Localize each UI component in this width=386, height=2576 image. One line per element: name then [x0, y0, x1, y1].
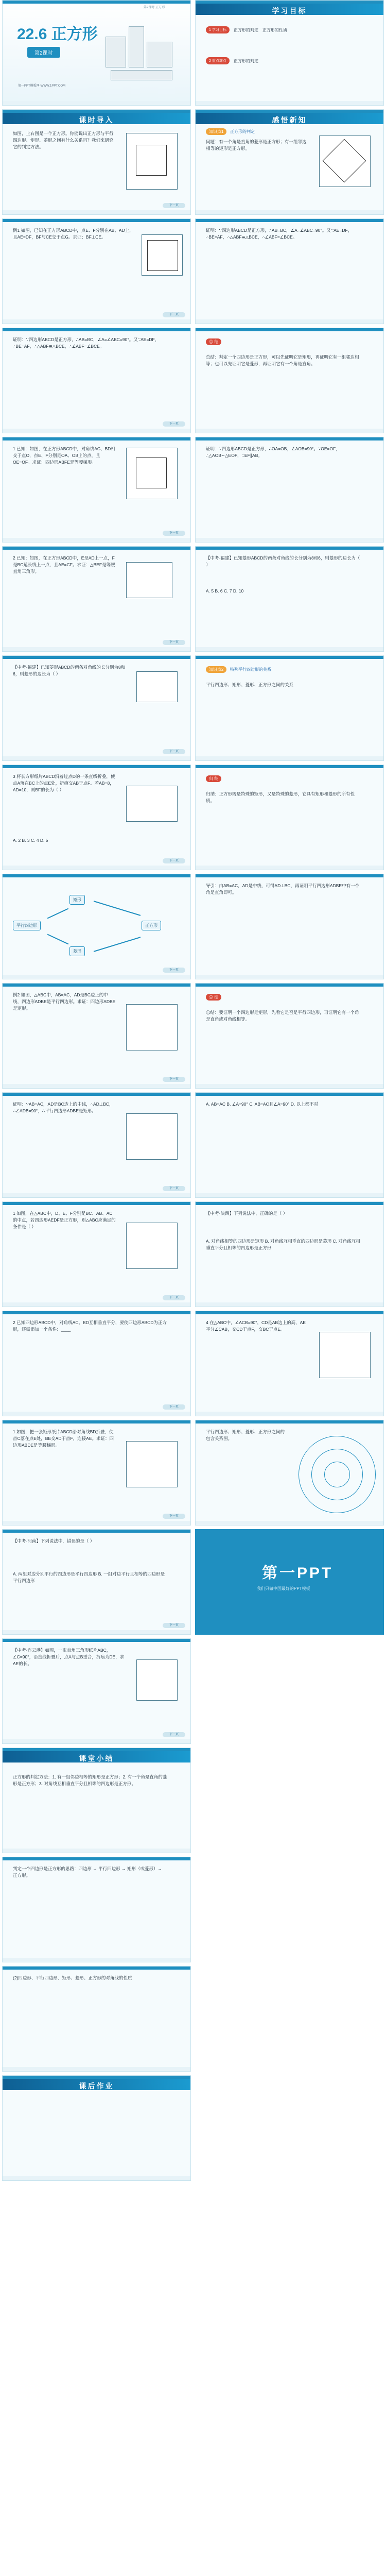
- next-button[interactable]: 下一页: [163, 312, 185, 317]
- next-button[interactable]: 下一页: [163, 1295, 185, 1300]
- slide-practice-4: [2, 1201, 191, 1307]
- section-title: 课后作业: [79, 2082, 114, 2090]
- slide-text: 【中考·陕西】下列说法中，正确的是（ ）: [206, 1211, 288, 1216]
- slide-text: 证明：∵AB=AC，AD是BC边上的中线，∴AD⊥BC，∴∠ADB=90°，∴平行四边形ADBE是矩形。: [13, 1101, 114, 1114]
- slide-summary-2: [2, 1857, 191, 1962]
- slide-induction: [195, 765, 384, 870]
- slide-options-2: [195, 1092, 384, 1198]
- slide-text: 4 在△ABC中，∠ACB=90°，CD是AB边上的高，AE平分∠CAB，交CD于点F，交BC于点E。: [206, 1320, 306, 1332]
- slide-text: 正方形的判定方法：1. 有一组邻边相等的矩形是正方形；2. 有一个角是直角的菱形是正方形；3. 对角线互相垂直平分且相等的四边形是正方形。: [13, 1774, 167, 1787]
- slide-practice-6: [195, 1311, 384, 1416]
- goal-item: 正方形的判定: [233, 27, 258, 32]
- figure: [126, 786, 178, 822]
- footnote: 第一PPT模板网-WWW.1PPT.COM: [18, 84, 65, 88]
- bottom-bar: [3, 101, 190, 105]
- next-button[interactable]: 下一页: [163, 203, 185, 208]
- slide-text: (2)四边形、平行四边形、矩形、菱形、正方形的对角线的性质: [13, 1975, 132, 1980]
- summary-tag: 总 结: [206, 338, 221, 345]
- slide-text: 2 已知四边形ABCD中，对角线AC、BD互相垂直平分，要使四边形ABCD为正方形，还需添加一个条件：____: [13, 1320, 167, 1332]
- section-title: 课堂小结: [79, 1754, 114, 1762]
- slide-example-1: [2, 218, 191, 324]
- figure: [136, 671, 178, 702]
- lesson-title: 22.6 正方形: [17, 26, 98, 43]
- slide-text: 平行四边形、矩形、菱形、正方形之间的关系: [206, 682, 294, 687]
- section-title: 感悟新知: [272, 116, 307, 124]
- next-button[interactable]: 下一页: [163, 640, 185, 645]
- lesson-subtitle: 第2课时: [27, 47, 60, 58]
- slide-text: 平行四边形、矩形、菱形、正方形之间的包含关系图。: [206, 1429, 285, 1442]
- slide-practice-1: [2, 437, 191, 543]
- cover-slide: [195, 1529, 384, 1635]
- figure: [319, 135, 371, 187]
- options: A. 两组对边分别平行的四边形是平行四边形 B. 一组对边平行且相等的四边形是平行四边形: [13, 1571, 165, 1584]
- figure: [126, 1223, 178, 1269]
- slide-text: 1 如图，把一张矩形纸片ABCD沿对角线BD折叠，使点C落在点E处，BE交AD于点F，连接AE。求证：四边形ABDE是等腰梯形。: [13, 1429, 114, 1448]
- cover-subtitle: 我们只做中国最好的PPT模板: [257, 1586, 310, 1591]
- slide-text: 例1 如图，已知在正方形ABCD中，点E、F分别在AB、AD上，且AE=DF，BF与CE交于点G。求证：BF⊥CE。: [13, 228, 134, 240]
- figure: [126, 1441, 178, 1487]
- slide-text: 例2 如图，△ABC中，AB=AC，AD是BC边上的中线，四边形ADBE是平行四边形。求证：四边形ADBE是矩形。: [13, 992, 116, 1011]
- slide-exam-3: [2, 1638, 191, 1744]
- knowledge-tag: 知识点1: [206, 128, 226, 135]
- slide-exam-1: [2, 655, 191, 761]
- slide-summary-3: [2, 1966, 191, 2072]
- slide-practice-5: [2, 1311, 191, 1416]
- slide-knowledge-2: [195, 655, 384, 761]
- slide-summary: [2, 1748, 191, 1853]
- next-button[interactable]: 下一页: [163, 531, 185, 536]
- next-button[interactable]: 下一页: [163, 421, 185, 427]
- next-button[interactable]: 下一页: [163, 968, 185, 973]
- slide-text: 2 已知：如图，在正方形ABCD中，E是AD上一点，F是BC延长线上一点，且AE=CF。求证：△BEF是等腰直角三角形。: [13, 555, 115, 574]
- induction-tag: 归 纳: [206, 775, 221, 782]
- goal-item: 正方形的性质: [262, 27, 287, 32]
- slide-text: 【中考·福建】已知菱形ABCD的两条对角线的长分别为8和6，则菱形的边长为（ ）: [13, 665, 126, 677]
- figure: [126, 1113, 178, 1160]
- slide-text: A. AB=AC B. ∠A=90° C. AB=AC且∠A=90° D. 以上都不对: [206, 1101, 319, 1107]
- figure: [126, 133, 178, 190]
- title-slide: [2, 0, 191, 106]
- next-button[interactable]: 下一页: [163, 1623, 185, 1628]
- figure: [142, 234, 183, 276]
- slide-relation-circles: [195, 1420, 384, 1526]
- next-button[interactable]: 下一页: [163, 1077, 185, 1082]
- slide-text: 证明：∵四边形ABCD是正方形，∴AB=BC，∠A=∠ABC=90°。又∵AE=DF，∴BE=AF，∴△ABF≌△BCE，∴∠ABF=∠BCE。: [206, 228, 353, 240]
- slide-practice-2: [2, 546, 191, 652]
- goal-badge-1: 1 学习目标: [206, 26, 230, 33]
- section-title: 学习目标: [272, 7, 307, 15]
- slide-guide: [195, 874, 384, 979]
- figure: [126, 1004, 178, 1050]
- slide-intro: [2, 109, 191, 215]
- slide-exam-4: [195, 1201, 384, 1307]
- slide-text: 1 如图，在△ABC中，D、E、F分别是BC、AB、AC的中点，若四边形AEDF是正方形，则△ABC应满足的条件是（ ）: [13, 1211, 116, 1230]
- next-button[interactable]: 下一页: [163, 749, 185, 754]
- slide-text: 总结：判定一个四边形是正方形，可以先证明它是矩形，再证明它有一组邻边相等；也可以先证明它是菱形，再证明它有一个角是直角。: [206, 354, 359, 367]
- knowledge-tag: 知识点2: [206, 666, 226, 673]
- options: A. 2 B. 3 C. 4 D. 5: [13, 838, 48, 843]
- decor-blocks: [100, 21, 183, 83]
- next-button[interactable]: 下一页: [163, 1514, 185, 1519]
- summary-tag: 总 结: [206, 994, 221, 1001]
- section-title: 课时导入: [79, 116, 114, 124]
- slide-practice-3: [2, 765, 191, 870]
- options: A. 对角线相等的四边形是矩形 B. 对角线互相垂直的四边形是菱形 C. 对角线互相垂直平分且相等的四边形是正方形: [206, 1239, 360, 1251]
- slide-text: 如图，上右图是一个正方形。你能说出正方形与平行四边形、矩形、菱形之间有什么关系吗？我们来研究它的判定方法。: [13, 131, 114, 150]
- knowledge-title: 正方形的判定: [230, 129, 255, 134]
- slide-new: [195, 109, 384, 215]
- figure: [319, 1332, 371, 1378]
- next-button[interactable]: 下一页: [163, 858, 185, 863]
- slide-homework: [2, 2075, 191, 2181]
- slide-summary-note: [195, 328, 384, 433]
- options: A. 5 B. 6 C. 7 D. 10: [206, 588, 244, 594]
- slide-relation-diagram: 平行四边形 矩形 菱形 正方形 下一页: [2, 874, 191, 979]
- cover-logo: 第一PPT: [262, 1565, 334, 1582]
- slide-goals: [195, 0, 384, 106]
- top-tag: 第2课时 正方形: [143, 6, 165, 9]
- slide-example-2: [2, 983, 191, 1089]
- slide-text: 判定一个四边形是正方形的思路：四边形 → 平行四边形 → 矩形（或菱形）→ 正方形。: [13, 1866, 162, 1878]
- slide-text: 【中考·连云港】如图，一张直角三角形纸片ABC，∠C=90°，沿直线折叠后，点A与点B重合，折痕为DE，求AE的长。: [13, 1648, 125, 1667]
- slide-proof-detail: [195, 218, 384, 324]
- goal-badge-2: 2 重点难点: [206, 57, 230, 64]
- top-bar: [3, 1, 190, 4]
- slide-summary-4: [195, 983, 384, 1089]
- slide-exam-2: [2, 1529, 191, 1635]
- figure: [126, 448, 178, 499]
- next-button[interactable]: 下一页: [163, 1732, 185, 1737]
- slide-fold: [2, 1420, 191, 1526]
- slide-text: 3 将长方形纸片ABCD沿着过点D的一条直线折叠，使点A落在BC上的点E处，折痕交AB于点F。若AB=8，AD=10，则BF的长为（ ）: [13, 774, 115, 793]
- slide-proof-3: [195, 437, 384, 543]
- slide-text: 1 已知：如图，在正方形ABCD中，对角线AC、BD相交于点O，点E、F分别是OA、OB上的点，且OE=OF。求证：四边形ABFE是等腰梯形。: [13, 446, 115, 465]
- slide-exam-options: [195, 546, 384, 652]
- slide-text: 导引：由AB=AC，AD是中线，可得AD⊥BC，再证明平行四边形ADBE中有一个角是直角即可。: [206, 883, 360, 895]
- next-button[interactable]: 下一页: [163, 1186, 185, 1191]
- figure: [126, 562, 172, 598]
- slide-text: 证明：∵四边形ABCD是正方形，∴AB=BC，∠A=∠ABC=90°。又∵AE=DF，∴BE=AF，∴△ABF≌△BCE，∴∠ABF=∠BCE。: [13, 337, 160, 349]
- slide-proof-1: [2, 328, 191, 433]
- slide-text: 【中考·河南】下列说法中，错误的是（ ）: [13, 1538, 95, 1544]
- figure: [136, 1659, 178, 1701]
- slide-text: 总结：要证明一个四边形是矩形，先看它是否是平行四边形，再证明它有一个角是直角或对角线相等。: [206, 1010, 359, 1022]
- slide-proof-2: [2, 1092, 191, 1198]
- slide-text: 问题：有一个角是直角的菱形是正方形；有一组邻边相等的矩形是正方形。: [206, 139, 307, 151]
- goal-item: 正方形的判定: [233, 58, 258, 63]
- slide-text: 证明：∵四边形ABCD是正方形，∴OA=OB，∠AOB=90°。∵OE=OF，∴△AOB∽△EOF，∴EF∥AB。: [206, 446, 340, 459]
- slide-text: 归纳：正方形既是特殊的矩形，又是特殊的菱形，它具有矩形和菱形的所有性质。: [206, 791, 355, 804]
- right-column: [193, 0, 386, 2576]
- slide-text: 【中考·福建】已知菱形ABCD的两条对角线的长分别为8和6，则菱形的边长为（ ）: [206, 555, 360, 568]
- next-button[interactable]: 下一页: [163, 1404, 185, 1410]
- knowledge-title: 特殊平行四边形的关系: [230, 667, 271, 672]
